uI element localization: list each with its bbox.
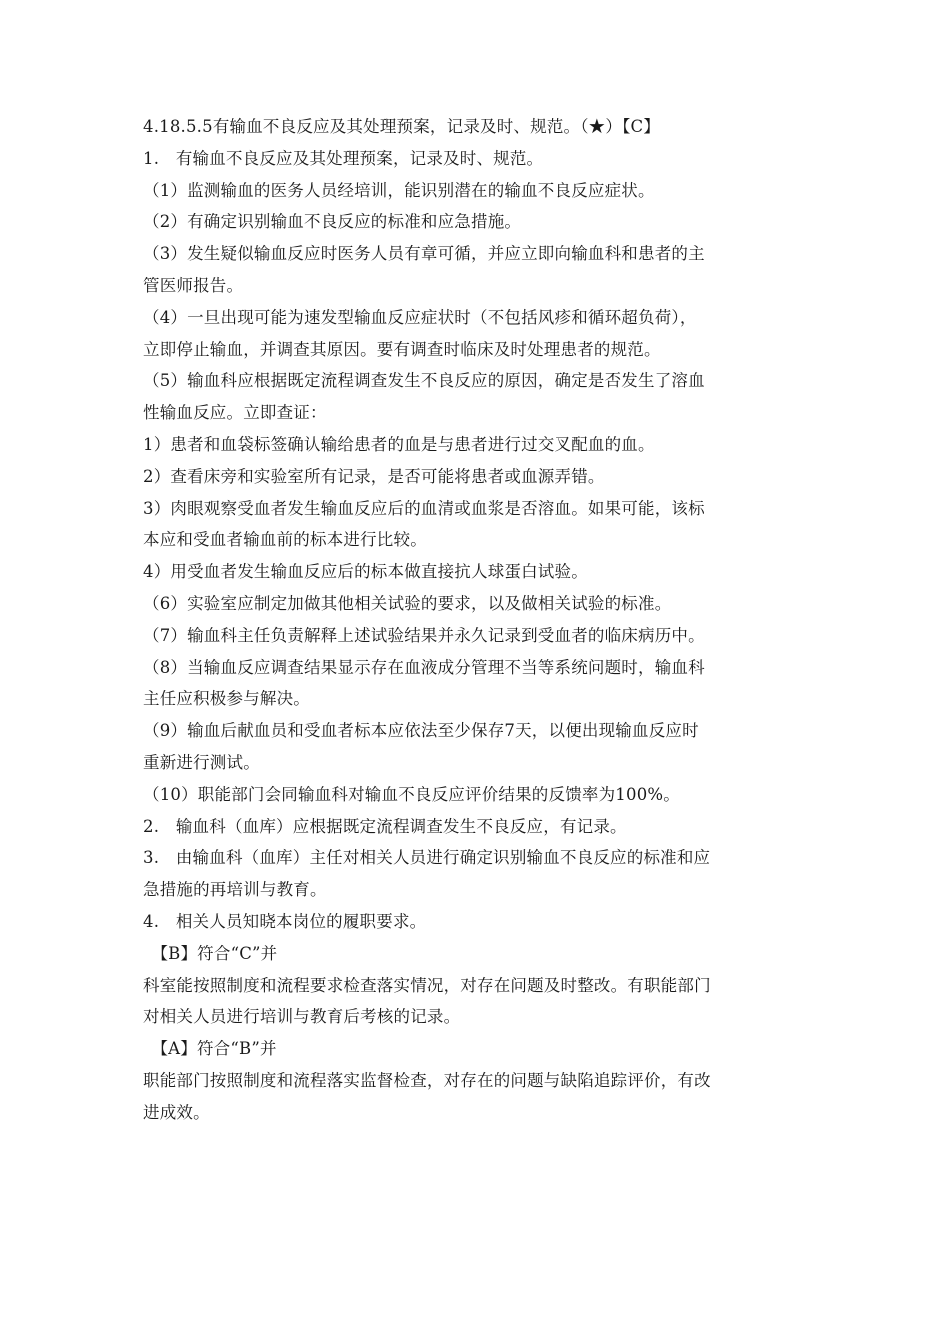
item-4: 4. 相关人员知晓本岗位的履职要求。	[143, 911, 427, 931]
sub-item-1: （1）监测输血的医务人员经培训，能识别潜在的输血不良反应症状。	[143, 180, 655, 200]
sub-item-3-line-1: （3）发生疑似输血反应时医务人员有章可循，并应立即向输血科和患者的主	[143, 244, 705, 264]
sub-item-6: （6）实验室应制定加做其他相关试验的要求，以及做相关试验的标准。	[143, 593, 672, 613]
sub-item-8-line-1: （8）当输血反应调查结果显示存在血液成分管理不当等系统问题时，输血科	[143, 657, 705, 677]
section-heading: 4.18.5.5有输血不良反应及其处理预案，记录及时、规范。（★）【C】	[143, 117, 661, 136]
check-item-3-line-1: 3）肉眼观察受血者发生输血反应后的血清或血浆是否溶血。如果可能，该标	[143, 498, 705, 518]
sub-item-3-line-2: 管医师报告。	[143, 275, 244, 295]
check-item-2: 2）查看床旁和实验室所有记录，是否可能将患者或血源弄错。	[143, 466, 605, 486]
item-3-line-2: 急措施的再培训与教育。	[143, 880, 327, 900]
sub-item-9-line-1: （9）输血后献血员和受血者标本应依法至少保存7天，以便出现输血反应时	[143, 721, 699, 741]
grade-b-heading: 【B】符合“C”并	[143, 943, 278, 963]
item-2: 2. 输血科（血库）应根据既定流程调查发生不良反应，有记录。	[143, 816, 627, 836]
grade-a-text-line-2: 进成效。	[143, 1102, 210, 1122]
sub-item-4-line-2: 立即停止输血，并调查其原因。要有调查时临床及时处理患者的规范。	[143, 339, 661, 359]
grade-a-heading: 【A】符合“B”并	[143, 1039, 277, 1059]
check-item-3-line-2: 本应和受血者输血前的标本进行比较。	[143, 530, 427, 550]
sub-item-9-line-2: 重新进行测试。	[143, 752, 260, 772]
sub-item-4-line-1: （4）一旦出现可能为速发型输血反应症状时（不包括风疹和循环超负荷），	[143, 307, 697, 327]
sub-item-8-line-2: 主任应积极参与解决。	[143, 689, 310, 709]
document-body	[143, 111, 803, 1129]
sub-item-2: （2）有确定识别输血不良反应的标准和应急措施。	[143, 212, 522, 232]
item-1: 1. 有输血不良反应及其处理预案，记录及时、规范。	[143, 148, 544, 168]
sub-item-10: （10）职能部门会同输血科对输血不良反应评价结果的反馈率为100%。	[143, 784, 680, 804]
grade-b-text-line-2: 对相关人员进行培训与教育后考核的记录。	[143, 1007, 461, 1027]
sub-item-7: （7）输血科主任负责解释上述试验结果并永久记录到受血者的临床病历中。	[143, 625, 705, 645]
check-item-4: 4）用受血者发生输血反应后的标本做直接抗人球蛋白试验。	[143, 562, 588, 582]
grade-a-text-line-1: 职能部门按照制度和流程落实监督检查，对存在的问题与缺陷追踪评价，有改	[143, 1070, 711, 1090]
item-3-line-1: 3. 由输血科（血库）主任对相关人员进行确定识别输血不良反应的标准和应	[143, 848, 711, 868]
sub-item-5-line-1: （5）输血科应根据既定流程调查发生不良反应的原因，确定是否发生了溶血	[143, 371, 705, 391]
check-item-1: 1）患者和血袋标签确认输给患者的血是与患者进行过交叉配血的血。	[143, 434, 655, 454]
sub-item-5-line-2: 性输血反应。立即查证：	[143, 403, 327, 423]
grade-b-text-line-1: 科室能按照制度和流程要求检查落实情况，对存在问题及时整改。有职能部门	[143, 975, 711, 995]
